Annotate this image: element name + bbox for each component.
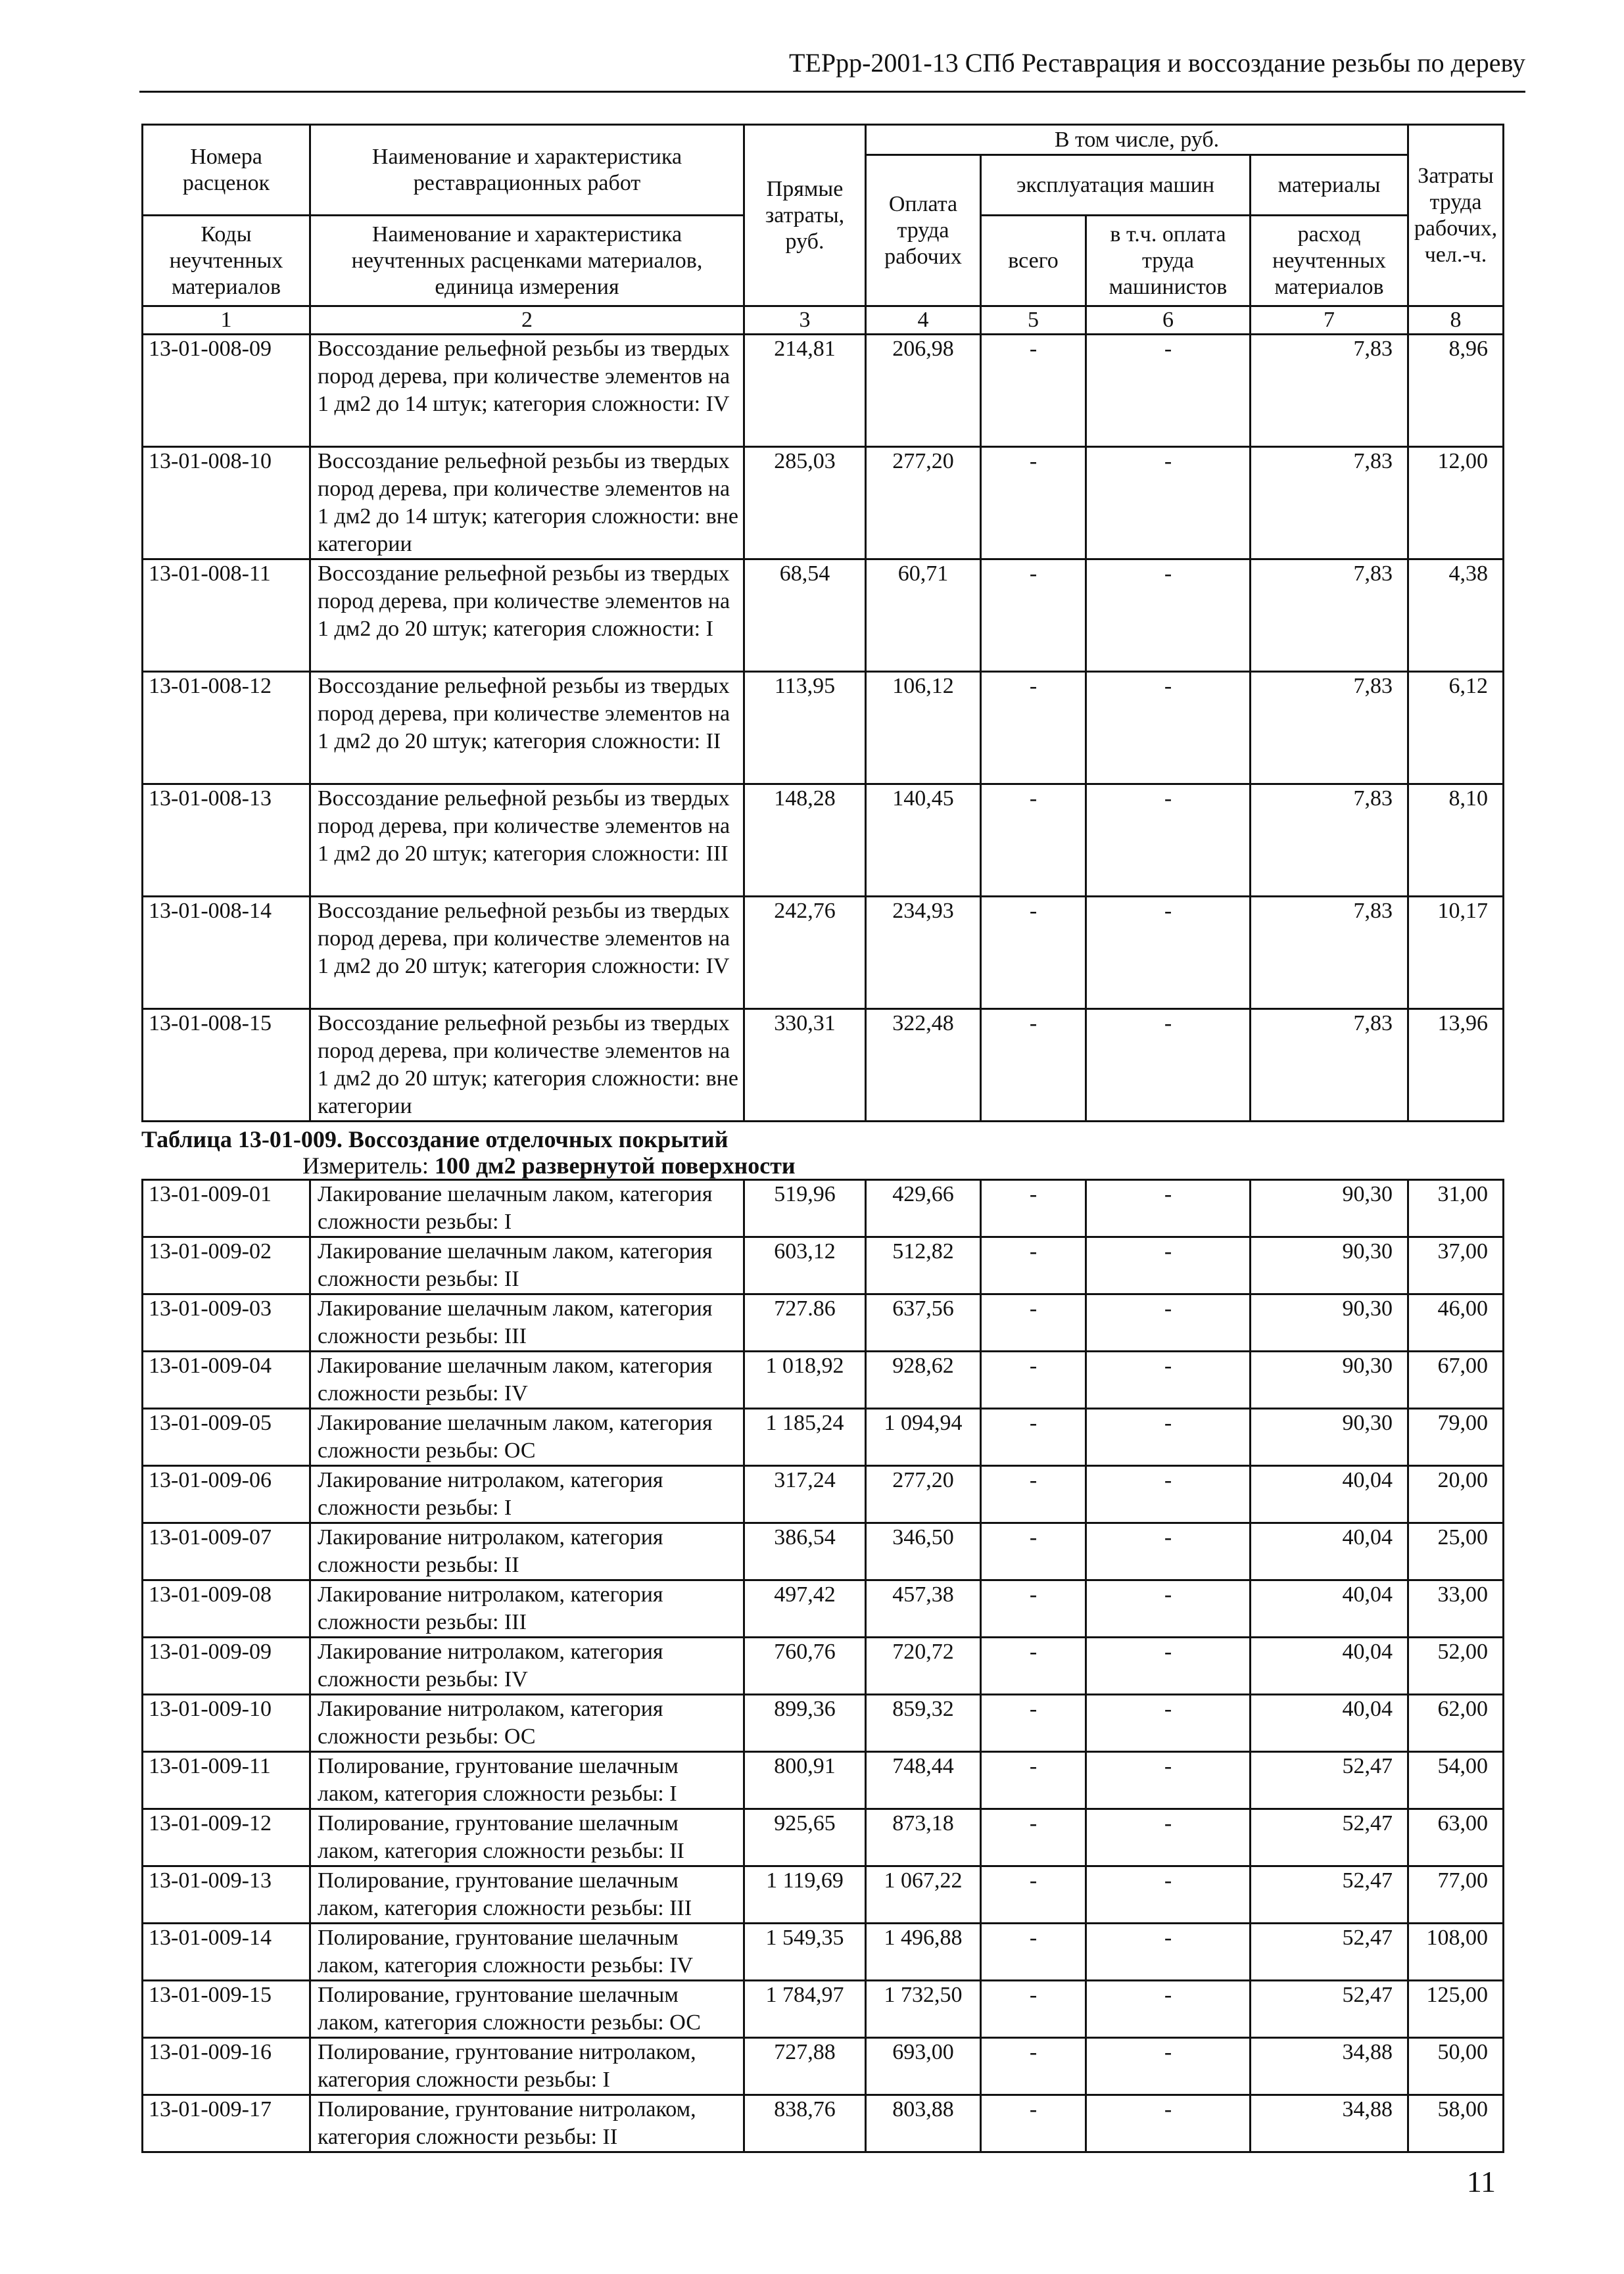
- materials-cost-cell: 52,47: [1251, 1981, 1408, 2038]
- rate-code-cell: 13-01-009-05: [143, 1409, 310, 1466]
- machine-total-cell: -: [981, 1409, 1086, 1466]
- machine-total-cell: -: [981, 784, 1086, 897]
- machinist-pay-cell: -: [1086, 1294, 1251, 1352]
- work-name-cell: Лакирование шелачным лаком, категория сложности резьбы: IV: [310, 1352, 744, 1409]
- direct-costs-cell: 727.86: [744, 1294, 866, 1352]
- labor-pay-cell: 277,20: [866, 447, 981, 559]
- rate-code-cell: 13-01-009-10: [143, 1695, 310, 1752]
- table-row: [143, 1294, 1504, 1352]
- work-name-cell: Воссоздание рельефной резьбы из твердых пород дерева, при количестве элементов на 1 дм2 до 20 штук; категория сложности: II: [310, 672, 744, 784]
- table-row: [143, 1409, 1504, 1466]
- rate-code-cell: 13-01-009-15: [143, 1981, 310, 2038]
- labor-pay-cell: 106,12: [866, 672, 981, 784]
- machine-total-cell: -: [981, 1638, 1086, 1695]
- machinist-pay-cell: -: [1086, 1695, 1251, 1752]
- materials-cost-cell: 40,04: [1251, 1523, 1408, 1580]
- rate-code-cell: 13-01-009-07: [143, 1523, 310, 1580]
- labor-pay-cell: 873,18: [866, 1809, 981, 1866]
- machine-total-cell: -: [981, 1924, 1086, 1981]
- work-name-cell: Полирование, грунтование шелачным лаком, категория сложности резьбы: III: [310, 1866, 744, 1924]
- labor-pay-cell: 1 732,50: [866, 1981, 981, 2038]
- table-header: [143, 125, 1504, 335]
- work-name-cell: Воссоздание рельефной резьбы из твердых пород дерева, при количестве элементов на 1 дм2 до 20 штук; категория сложности: вне категории: [310, 1009, 744, 1122]
- labor-hours-cell: 79,00: [1408, 1409, 1504, 1466]
- machine-total-cell: -: [981, 1809, 1086, 1866]
- rows-009: [143, 1180, 1504, 2152]
- direct-costs-cell: 242,76: [744, 897, 866, 1009]
- machine-total-cell: -: [981, 672, 1086, 784]
- machine-total-cell: -: [981, 1523, 1086, 1580]
- rate-code-cell: 13-01-008-12: [143, 672, 310, 784]
- direct-costs-cell: 727,88: [744, 2038, 866, 2095]
- labor-hours-cell: 62,00: [1408, 1695, 1504, 1752]
- machinist-pay-cell: -: [1086, 1866, 1251, 1924]
- labor-hours-cell: 108,00: [1408, 1924, 1504, 1981]
- table-row: [143, 672, 1504, 784]
- machinist-pay-cell: -: [1086, 1180, 1251, 1237]
- machine-total-cell: -: [981, 1180, 1086, 1237]
- rates-table-009: [141, 1179, 1504, 2153]
- rate-code-cell: 13-01-009-13: [143, 1866, 310, 1924]
- labor-hours-cell: 20,00: [1408, 1466, 1504, 1523]
- work-name-cell: Воссоздание рельефной резьбы из твердых пород дерева, при количестве элементов на 1 дм2 до 20 штук; категория сложности: IV: [310, 897, 744, 1009]
- header-labor-costs: Затраты труда рабочих, чел.-ч.: [1408, 125, 1504, 306]
- work-name-cell: Полирование, грунтование шелачным лаком, категория сложности резьбы: IV: [310, 1924, 744, 1981]
- machinist-pay-cell: -: [1086, 1638, 1251, 1695]
- labor-hours-cell: 37,00: [1408, 1237, 1504, 1294]
- machinist-pay-cell: -: [1086, 1523, 1251, 1580]
- table-row: [143, 335, 1504, 447]
- materials-cost-cell: 7,83: [1251, 559, 1408, 672]
- rate-code-cell: 13-01-009-03: [143, 1294, 310, 1352]
- direct-costs-cell: 1 784,97: [744, 1981, 866, 2038]
- labor-pay-cell: 803,88: [866, 2095, 981, 2152]
- machinist-pay-cell: -: [1086, 1409, 1251, 1466]
- work-name-cell: Воссоздание рельефной резьбы из твердых пород дерева, при количестве элементов на 1 дм2 до 20 штук; категория сложности: III: [310, 784, 744, 897]
- direct-costs-cell: 497,42: [744, 1580, 866, 1638]
- header-work-name: Наименование и характеристика реставрационных работ: [310, 125, 744, 216]
- meter-value: 100 дм2 развернутой поверхности: [434, 1152, 796, 1179]
- rate-code-cell: 13-01-008-14: [143, 897, 310, 1009]
- machine-total-cell: -: [981, 447, 1086, 559]
- machine-total-cell: -: [981, 559, 1086, 672]
- labor-hours-cell: 8,10: [1408, 784, 1504, 897]
- machinist-pay-cell: -: [1086, 1580, 1251, 1638]
- work-name-cell: Воссоздание рельефной резьбы из твердых пород дерева, при количестве элементов на 1 дм2 до 14 штук; категория сложности: вне категории: [310, 447, 744, 559]
- table-row: [143, 1981, 1504, 2038]
- labor-pay-cell: 346,50: [866, 1523, 981, 1580]
- materials-cost-cell: 40,04: [1251, 1695, 1408, 1752]
- work-name-cell: Лакирование шелачным лаком, категория сложности резьбы: I: [310, 1180, 744, 1237]
- header-unaccounted-consumption: расход неучтенных материалов: [1251, 216, 1408, 306]
- table-row: [143, 1237, 1504, 1294]
- rate-code-cell: 13-01-008-15: [143, 1009, 310, 1122]
- header-machine-operation: эксплуатация машин: [981, 155, 1251, 216]
- labor-hours-cell: 12,00: [1408, 447, 1504, 559]
- table-row: [143, 897, 1504, 1009]
- direct-costs-cell: 68,54: [744, 559, 866, 672]
- header-machine-total: всего: [981, 216, 1086, 306]
- machine-total-cell: -: [981, 335, 1086, 447]
- section-title: Таблица 13-01-009. Воссоздание отделочных покрытий: [141, 1126, 728, 1152]
- labor-pay-cell: 720,72: [866, 1638, 981, 1695]
- machinist-pay-cell: -: [1086, 447, 1251, 559]
- direct-costs-cell: 285,03: [744, 447, 866, 559]
- materials-cost-cell: 34,88: [1251, 2095, 1408, 2152]
- rate-code-cell: 13-01-009-02: [143, 1237, 310, 1294]
- labor-hours-cell: 25,00: [1408, 1523, 1504, 1580]
- labor-pay-cell: 1 067,22: [866, 1866, 981, 1924]
- header-direct-costs: Прямые затраты, руб.: [744, 125, 866, 306]
- machinist-pay-cell: -: [1086, 335, 1251, 447]
- labor-hours-cell: 125,00: [1408, 1981, 1504, 2038]
- direct-costs-cell: 603,12: [744, 1237, 866, 1294]
- direct-costs-cell: 925,65: [744, 1809, 866, 1866]
- table-row: [143, 447, 1504, 559]
- labor-pay-cell: 637,56: [866, 1294, 981, 1352]
- labor-hours-cell: 67,00: [1408, 1352, 1504, 1409]
- work-name-cell: Воссоздание рельефной резьбы из твердых пород дерева, при количестве элементов на 1 дм2 до 14 штук; категория сложности: IV: [310, 335, 744, 447]
- header-materials: материалы: [1251, 155, 1408, 216]
- work-name-cell: Лакирование шелачным лаком, категория сложности резьбы: II: [310, 1237, 744, 1294]
- labor-pay-cell: 457,38: [866, 1580, 981, 1638]
- direct-costs-cell: 1 018,92: [744, 1352, 866, 1409]
- direct-costs-cell: 214,81: [744, 335, 866, 447]
- direct-costs-cell: 1 119,69: [744, 1866, 866, 1924]
- direct-costs-cell: 330,31: [744, 1009, 866, 1122]
- rate-code-cell: 13-01-009-12: [143, 1809, 310, 1866]
- materials-cost-cell: 7,83: [1251, 335, 1408, 447]
- labor-pay-cell: 322,48: [866, 1009, 981, 1122]
- materials-cost-cell: 7,83: [1251, 1009, 1408, 1122]
- direct-costs-cell: 760,76: [744, 1638, 866, 1695]
- machinist-pay-cell: -: [1086, 784, 1251, 897]
- header-including: В том числе, руб.: [866, 125, 1408, 155]
- table-row: [143, 1809, 1504, 1866]
- materials-cost-cell: 40,04: [1251, 1638, 1408, 1695]
- materials-cost-cell: 7,83: [1251, 447, 1408, 559]
- table-row: [143, 1180, 1504, 1237]
- rate-code-cell: 13-01-009-09: [143, 1638, 310, 1695]
- labor-pay-cell: 512,82: [866, 1237, 981, 1294]
- machinist-pay-cell: -: [1086, 1809, 1251, 1866]
- machine-total-cell: -: [981, 1009, 1086, 1122]
- machine-total-cell: -: [981, 897, 1086, 1009]
- materials-cost-cell: 52,47: [1251, 1924, 1408, 1981]
- machine-total-cell: -: [981, 1352, 1086, 1409]
- machinist-pay-cell: -: [1086, 672, 1251, 784]
- table-row: [143, 2038, 1504, 2095]
- direct-costs-cell: 800,91: [744, 1752, 866, 1809]
- materials-cost-cell: 34,88: [1251, 2038, 1408, 2095]
- work-name-cell: Лакирование шелачным лаком, категория сложности резьбы: ОС: [310, 1409, 744, 1466]
- header-machinist-pay: в т.ч. оплата труда машинистов: [1086, 216, 1251, 306]
- rate-code-cell: 13-01-008-11: [143, 559, 310, 672]
- materials-cost-cell: 90,30: [1251, 1352, 1408, 1409]
- labor-pay-cell: 429,66: [866, 1180, 981, 1237]
- column-number: 5: [981, 306, 1086, 335]
- work-name-cell: Лакирование нитролаком, категория сложности резьбы: ОС: [310, 1695, 744, 1752]
- direct-costs-cell: 386,54: [744, 1523, 866, 1580]
- machinist-pay-cell: -: [1086, 1237, 1251, 1294]
- labor-pay-cell: 748,44: [866, 1752, 981, 1809]
- machine-total-cell: -: [981, 1580, 1086, 1638]
- labor-hours-cell: 31,00: [1408, 1180, 1504, 1237]
- column-number-row: [143, 306, 1504, 335]
- table-row: [143, 559, 1504, 672]
- labor-pay-cell: 928,62: [866, 1352, 981, 1409]
- work-name-cell: Воссоздание рельефной резьбы из твердых пород дерева, при количестве элементов на 1 дм2 до 20 штук; категория сложности: I: [310, 559, 744, 672]
- labor-pay-cell: 693,00: [866, 2038, 981, 2095]
- labor-hours-cell: 77,00: [1408, 1866, 1504, 1924]
- header-labor-pay: Оплата труда рабочих: [866, 155, 981, 306]
- table-row: [143, 1752, 1504, 1809]
- labor-hours-cell: 8,96: [1408, 335, 1504, 447]
- machinist-pay-cell: -: [1086, 1009, 1251, 1122]
- page-number: 11: [1466, 2165, 1496, 2198]
- table-row: [143, 1466, 1504, 1523]
- labor-hours-cell: 58,00: [1408, 2095, 1504, 2152]
- machine-total-cell: -: [981, 2095, 1086, 2152]
- materials-cost-cell: 90,30: [1251, 1237, 1408, 1294]
- machinist-pay-cell: -: [1086, 1924, 1251, 1981]
- table-row: [143, 1009, 1504, 1122]
- header-rates-number: Номера расценок: [143, 125, 310, 216]
- work-name-cell: Полирование, грунтование нитролаком, категория сложности резьбы: I: [310, 2038, 744, 2095]
- rate-code-cell: 13-01-008-09: [143, 335, 310, 447]
- table-row: [143, 1638, 1504, 1695]
- materials-cost-cell: 52,47: [1251, 1866, 1408, 1924]
- meter-label: Измеритель:: [302, 1152, 429, 1179]
- labor-pay-cell: 859,32: [866, 1695, 981, 1752]
- table-row: [143, 2095, 1504, 2152]
- labor-hours-cell: 13,96: [1408, 1009, 1504, 1122]
- labor-hours-cell: 4,38: [1408, 559, 1504, 672]
- direct-costs-cell: 899,36: [744, 1695, 866, 1752]
- table-row: [143, 1580, 1504, 1638]
- work-name-cell: Лакирование нитролаком, категория сложности резьбы: I: [310, 1466, 744, 1523]
- rate-code-cell: 13-01-009-01: [143, 1180, 310, 1237]
- materials-cost-cell: 7,83: [1251, 784, 1408, 897]
- column-number: 2: [310, 306, 744, 335]
- work-name-cell: Полирование, грунтование нитролаком, категория сложности резьбы: II: [310, 2095, 744, 2152]
- column-number: 6: [1086, 306, 1251, 335]
- rate-code-cell: 13-01-008-13: [143, 784, 310, 897]
- work-name-cell: Полирование, грунтование шелачным лаком, категория сложности резьбы: ОС: [310, 1981, 744, 2038]
- labor-pay-cell: 1 094,94: [866, 1409, 981, 1466]
- machine-total-cell: -: [981, 1752, 1086, 1809]
- machinist-pay-cell: -: [1086, 1752, 1251, 1809]
- labor-pay-cell: 60,71: [866, 559, 981, 672]
- labor-pay-cell: 1 496,88: [866, 1924, 981, 1981]
- machine-total-cell: -: [981, 1866, 1086, 1924]
- header-rule: [139, 91, 1525, 93]
- machine-total-cell: -: [981, 1294, 1086, 1352]
- rate-code-cell: 13-01-008-10: [143, 447, 310, 559]
- work-name-cell: Полирование, грунтование шелачным лаком, категория сложности резьбы: I: [310, 1752, 744, 1809]
- materials-cost-cell: 90,30: [1251, 1294, 1408, 1352]
- table-row: [143, 1523, 1504, 1580]
- materials-cost-cell: 52,47: [1251, 1809, 1408, 1866]
- header-codes-unaccounted: Коды неучтенных материалов: [143, 216, 310, 306]
- table-row: [143, 1695, 1504, 1752]
- machinist-pay-cell: -: [1086, 1981, 1251, 2038]
- machine-total-cell: -: [981, 1695, 1086, 1752]
- table-009-caption: [141, 1122, 1502, 1179]
- direct-costs-cell: 317,24: [744, 1466, 866, 1523]
- rate-code-cell: 13-01-009-16: [143, 2038, 310, 2095]
- labor-hours-cell: 52,00: [1408, 1638, 1504, 1695]
- direct-costs-cell: 838,76: [744, 2095, 866, 2152]
- rate-code-cell: 13-01-009-11: [143, 1752, 310, 1809]
- labor-hours-cell: 54,00: [1408, 1752, 1504, 1809]
- labor-hours-cell: 10,17: [1408, 897, 1504, 1009]
- direct-costs-cell: 1 185,24: [744, 1409, 866, 1466]
- materials-cost-cell: 7,83: [1251, 672, 1408, 784]
- rate-code-cell: 13-01-009-06: [143, 1466, 310, 1523]
- materials-cost-cell: 40,04: [1251, 1580, 1408, 1638]
- machinist-pay-cell: -: [1086, 1466, 1251, 1523]
- machinist-pay-cell: -: [1086, 2095, 1251, 2152]
- rates-table-008: [141, 124, 1504, 1122]
- labor-hours-cell: 63,00: [1408, 1809, 1504, 1866]
- table-row: [143, 1352, 1504, 1409]
- materials-cost-cell: 40,04: [1251, 1466, 1408, 1523]
- machine-total-cell: -: [981, 1981, 1086, 2038]
- machinist-pay-cell: -: [1086, 897, 1251, 1009]
- machine-total-cell: -: [981, 1466, 1086, 1523]
- machine-total-cell: -: [981, 1237, 1086, 1294]
- table-row: [143, 784, 1504, 897]
- work-name-cell: Лакирование нитролаком, категория сложности резьбы: IV: [310, 1638, 744, 1695]
- labor-pay-cell: 206,98: [866, 335, 981, 447]
- labor-hours-cell: 46,00: [1408, 1294, 1504, 1352]
- rows-008: [143, 335, 1504, 1122]
- column-number: 3: [744, 306, 866, 335]
- rate-code-cell: 13-01-009-14: [143, 1924, 310, 1981]
- column-number: 1: [143, 306, 310, 335]
- table-row: [143, 1924, 1504, 1981]
- column-number: 8: [1408, 306, 1504, 335]
- materials-cost-cell: 90,30: [1251, 1180, 1408, 1237]
- work-name-cell: Лакирование нитролаком, категория сложности резьбы: III: [310, 1580, 744, 1638]
- labor-pay-cell: 277,20: [866, 1466, 981, 1523]
- labor-pay-cell: 234,93: [866, 897, 981, 1009]
- machinist-pay-cell: -: [1086, 1352, 1251, 1409]
- labor-hours-cell: 50,00: [1408, 2038, 1504, 2095]
- labor-hours-cell: 33,00: [1408, 1580, 1504, 1638]
- machine-total-cell: -: [981, 2038, 1086, 2095]
- page-body: [141, 124, 1502, 2153]
- work-name-cell: Полирование, грунтование шелачным лаком, категория сложности резьбы: II: [310, 1809, 744, 1866]
- direct-costs-cell: 148,28: [744, 784, 866, 897]
- materials-cost-cell: 52,47: [1251, 1752, 1408, 1809]
- header-unaccounted-name: Наименование и характеристика неучтенных расценками материалов, единица измерения: [310, 216, 744, 306]
- direct-costs-cell: 113,95: [744, 672, 866, 784]
- running-header: ТЕРрр-2001-13 СПб Реставрация и воссоздание резьбы по дереву: [788, 48, 1525, 78]
- rate-code-cell: 13-01-009-08: [143, 1580, 310, 1638]
- work-name-cell: Лакирование нитролаком, категория сложности резьбы: II: [310, 1523, 744, 1580]
- materials-cost-cell: 7,83: [1251, 897, 1408, 1009]
- machinist-pay-cell: -: [1086, 2038, 1251, 2095]
- direct-costs-cell: 519,96: [744, 1180, 866, 1237]
- materials-cost-cell: 90,30: [1251, 1409, 1408, 1466]
- column-number: 4: [866, 306, 981, 335]
- labor-hours-cell: 6,12: [1408, 672, 1504, 784]
- rate-code-cell: 13-01-009-17: [143, 2095, 310, 2152]
- labor-pay-cell: 140,45: [866, 784, 981, 897]
- machinist-pay-cell: -: [1086, 559, 1251, 672]
- rate-code-cell: 13-01-009-04: [143, 1352, 310, 1409]
- table-row: [143, 1866, 1504, 1924]
- work-name-cell: Лакирование шелачным лаком, категория сложности резьбы: III: [310, 1294, 744, 1352]
- meter-line: [141, 1152, 1502, 1179]
- direct-costs-cell: 1 549,35: [744, 1924, 866, 1981]
- column-number: 7: [1251, 306, 1408, 335]
